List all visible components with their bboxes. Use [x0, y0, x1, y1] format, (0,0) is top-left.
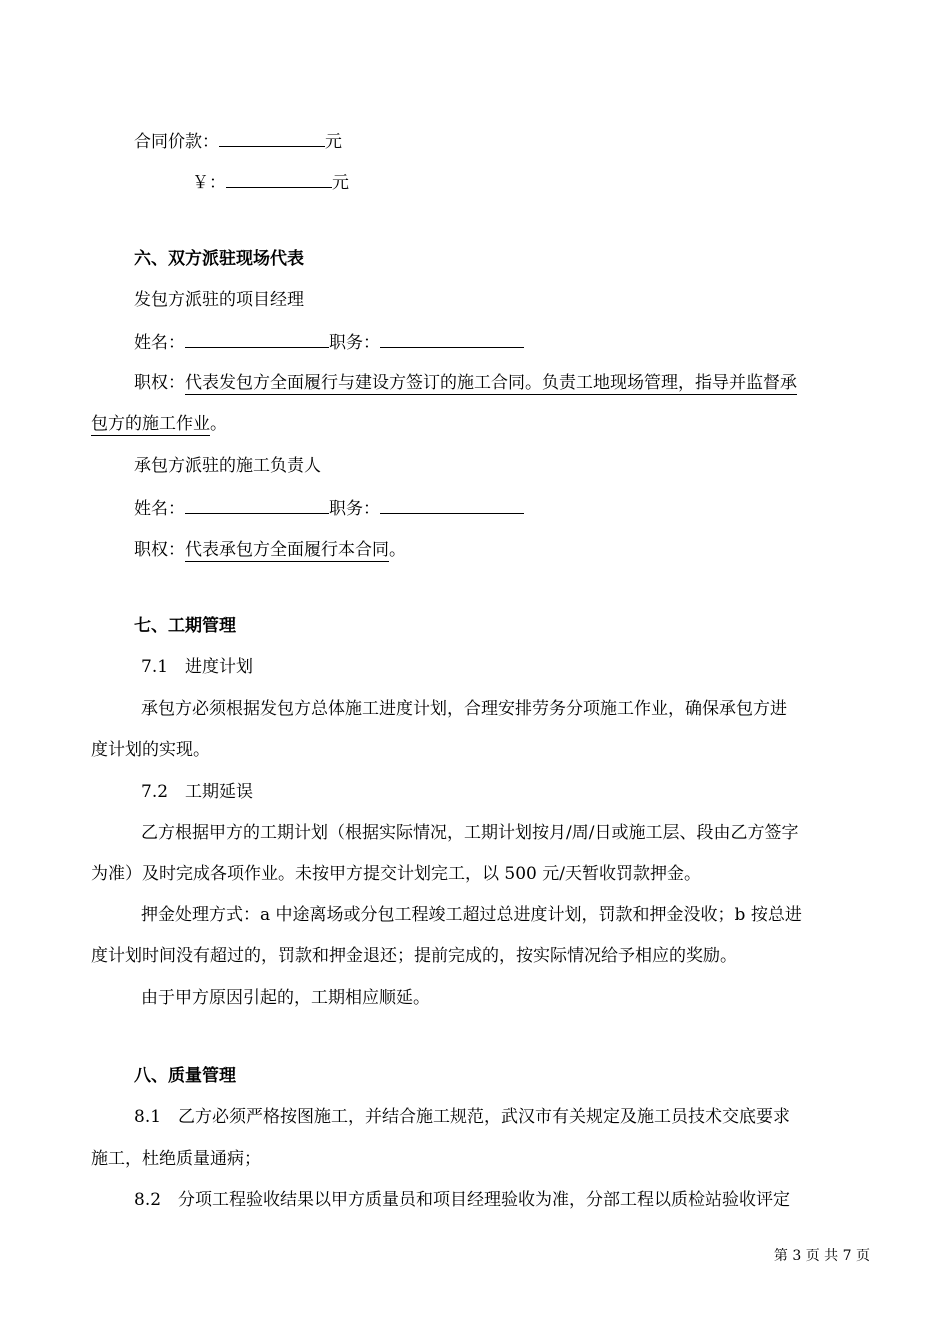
- cm-name-position-line: 姓名： 职务：: [134, 497, 524, 520]
- pm-name-blank[interactable]: [185, 331, 329, 348]
- pm-authority-text: 代表发包方全面履行与建设方签订的施工合同。负责工地现场管理，指导并监督承: [185, 373, 797, 393]
- page-number-footer: 第 3 页 共 7 页: [773, 1248, 870, 1264]
- heading-7-1: 7.1 进度计划: [141, 657, 254, 677]
- para-7-2-b-line-1: 押金处理方式：a 中途离场或分包工程竣工超过总进度计划，罚款和押金没收；b 按总进: [141, 905, 802, 925]
- cm-authority-line: 职权：代表承包方全面履行本合同。: [134, 540, 406, 560]
- section-7-title: 七、工期管理: [134, 616, 236, 636]
- pm-heading: 发包方派驻的项目经理: [134, 290, 304, 310]
- contract-price-blank[interactable]: [219, 130, 325, 147]
- cm-position-blank[interactable]: [380, 497, 524, 514]
- cm-name-blank[interactable]: [185, 497, 329, 514]
- contract-price-line: 合同价款： 元: [134, 132, 342, 152]
- para-8-1-line-1: 8.1 乙方必须严格按图施工，并结合施工规范，武汉市有关规定及施工员技术交底要求: [134, 1107, 791, 1127]
- pm-position-blank[interactable]: [380, 331, 524, 348]
- pm-name-position-line: 姓名： 职务：: [134, 331, 524, 354]
- para-8-1-line-2: 施工，杜绝质量通病；: [91, 1149, 261, 1169]
- heading-7-2: 7.2 工期延误: [141, 782, 254, 802]
- cm-heading: 承包方派驻的施工负责人: [134, 456, 321, 476]
- para-7-1-line-2: 度计划的实现。: [91, 740, 210, 760]
- pm-authority-line-1: 职权：代表发包方全面履行与建设方签订的施工合同。负责工地现场管理，指导并监督承: [134, 373, 797, 393]
- para-8-2-line-1: 8.2 分项工程验收结果以甲方质量员和项目经理验收为准，分部工程以质检站验收评定: [134, 1190, 791, 1210]
- cm-authority-text: 代表承包方全面履行本合同: [185, 540, 389, 560]
- para-7-2-b-line-2: 度计划时间没有超过的，罚款和押金退还；提前完成的，按实际情况给予相应的奖励。: [91, 946, 737, 966]
- para-7-1-line-1: 承包方必须根据发包方总体施工进度计划，合理安排劳务分项施工作业，确保承包方进: [141, 699, 787, 719]
- para-7-2-a-line-2: 为准）及时完成各项作业。未按甲方提交计划完工，以 500 元/天暂收罚款押金。: [91, 864, 701, 884]
- contract-price-amount-blank[interactable]: [226, 171, 332, 188]
- para-7-2-c: 由于甲方原因引起的，工期相应顺延。: [141, 988, 430, 1008]
- section-6-title: 六、双方派驻现场代表: [134, 249, 304, 269]
- pm-authority-line-2: 包方的施工作业。: [91, 414, 227, 434]
- section-8-title: 八、质量管理: [134, 1066, 236, 1086]
- contract-price-amount-line: ￥： 元: [192, 173, 349, 193]
- para-7-2-a-line-1: 乙方根据甲方的工期计划（根据实际情况，工期计划按月/周/日或施工层、段由乙方签字: [141, 823, 799, 843]
